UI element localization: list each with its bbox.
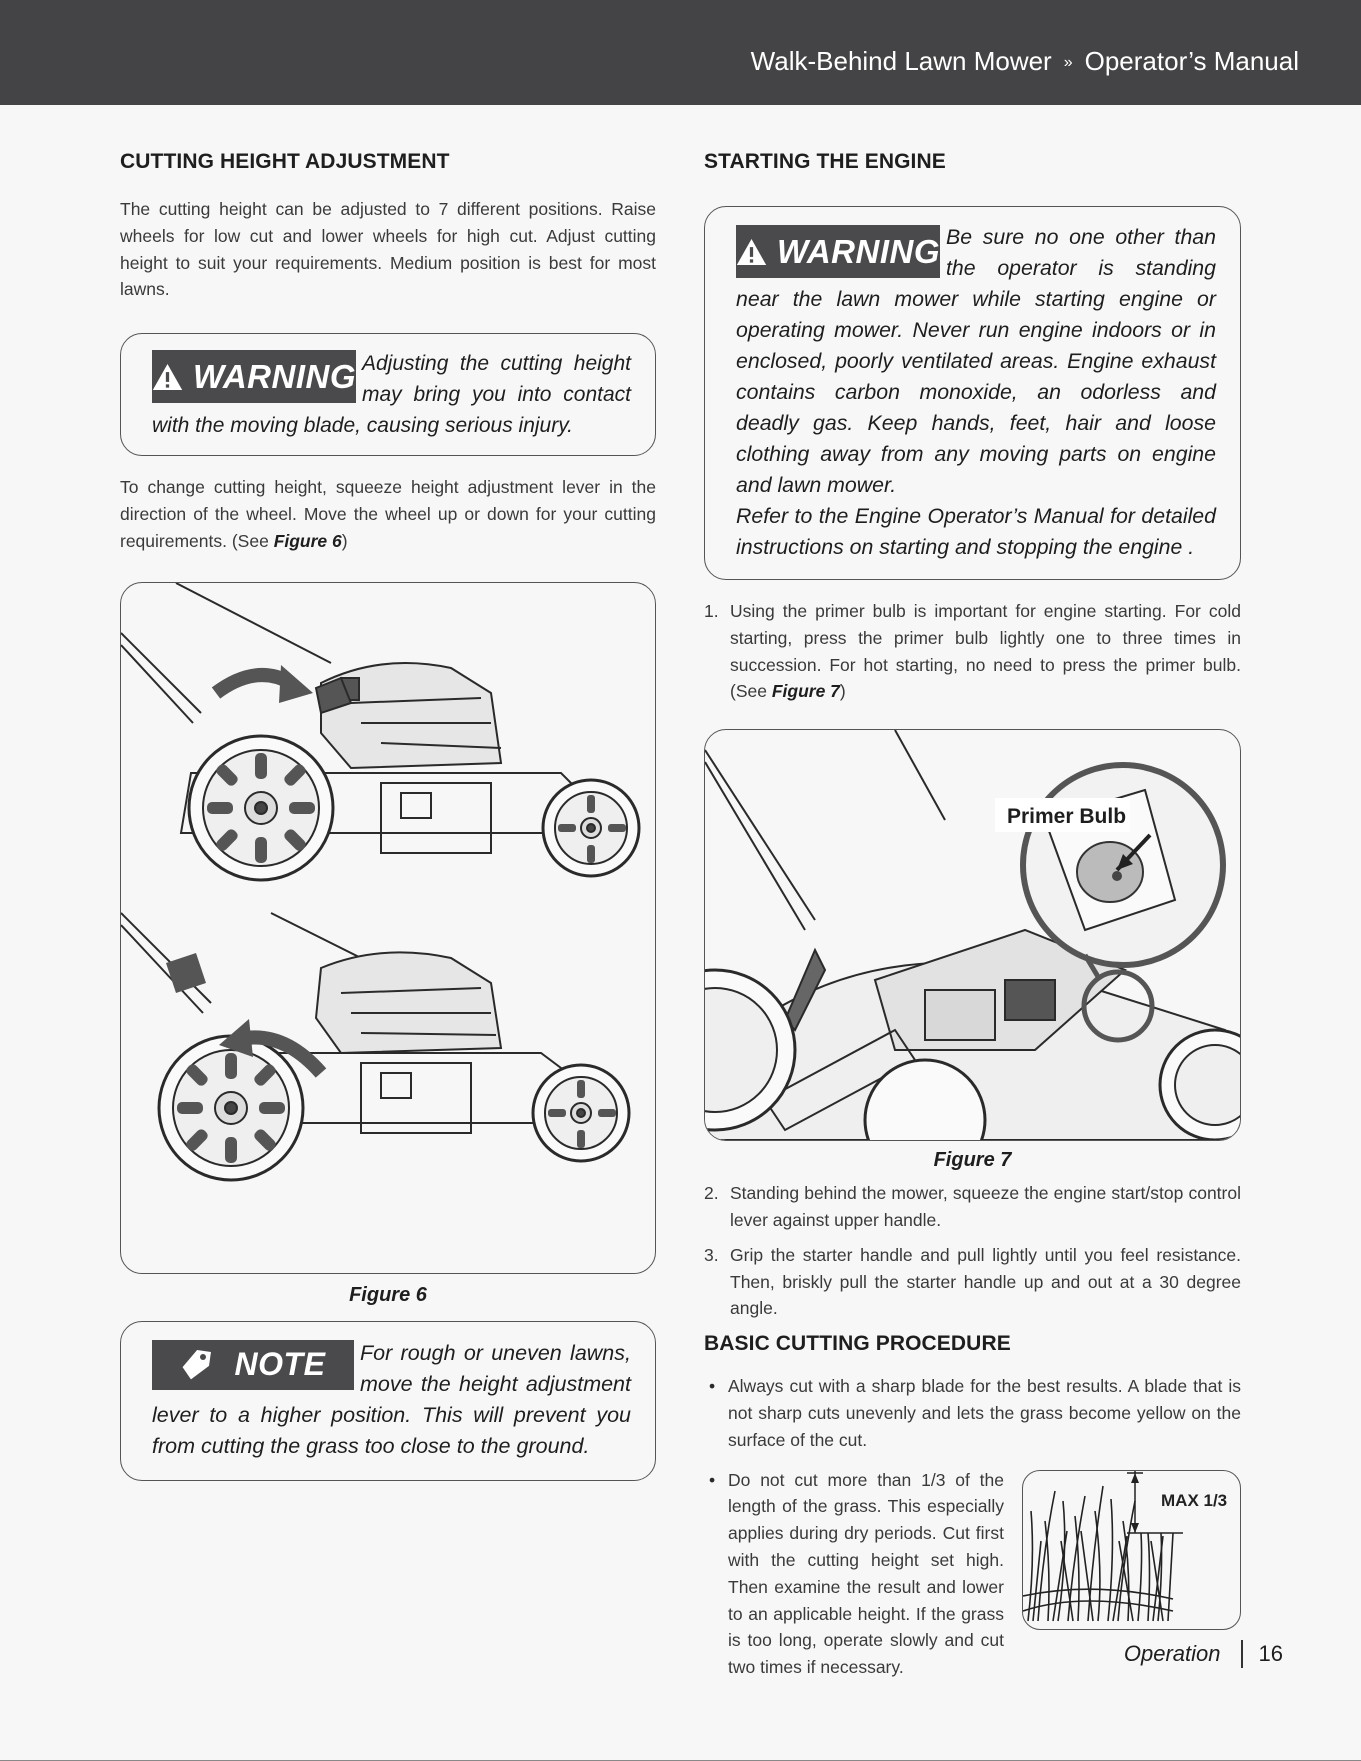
page-footer	[1124, 1640, 1283, 1668]
bullet-sharp-blade: • Always cut with a sharp blade for the best results. A blade that is not sharp cuts unevenly and lets the grass become yellow on the surface of the cut.	[704, 1373, 1241, 1453]
cutting-height-heading: CUTTING HEIGHT ADJUSTMENT	[120, 150, 450, 173]
engine-warning-badge-label: WARNING	[777, 232, 940, 270]
change-height-close: )	[341, 530, 348, 551]
cutting-height-warning	[120, 333, 656, 456]
header-product: Walk-Behind Lawn Mower	[750, 46, 1052, 76]
right-column	[704, 150, 1241, 1681]
warning-badge	[152, 350, 356, 403]
grass-illustration	[1023, 1471, 1240, 1629]
note-badge-label: NOTE	[234, 1346, 326, 1383]
header-bar	[0, 0, 1361, 105]
engine-warning-badge	[736, 225, 940, 278]
figure-7-image	[704, 729, 1241, 1141]
cutting-height-intro: The cutting height can be adjusted to 7 different positions. Raise wheels for low cut and lower wheels for high cut. Adjust cutting height to suit your requirements. Medium position is best for most lawns.	[120, 199, 656, 300]
header-separator: »	[1063, 54, 1073, 71]
step-3	[704, 1242, 1241, 1322]
step-3-text: Grip the starter handle and pull lightly until you feel resistance. Then, briskly pull the starter handle up and out at a 30 degree angle.	[730, 1244, 1241, 1319]
warning-triangle-icon	[736, 235, 767, 269]
step-1-number: 1.	[704, 601, 719, 621]
step-2	[704, 1180, 1241, 1234]
change-height-paragraph	[120, 474, 656, 554]
figure-6-caption: Figure 6	[349, 1283, 427, 1306]
step-1-text: Using the primer bulb is important for engine starting. For cold starting, press the primer bulb lightly one to three times in succession. For hot starting, no need to press the primer bulb. (See	[730, 601, 1241, 702]
starting-steps	[704, 598, 1241, 705]
figure-6-reference: Figure 6	[273, 530, 342, 551]
starting-engine-warning	[704, 206, 1241, 580]
figure-7-caption: Figure 7	[933, 1149, 1012, 1172]
header-manual: Operator’s Manual	[1084, 46, 1299, 76]
change-height-text: To change cutting height, squeeze height adjustment lever in the direction of the wheel. Move the wheel up or down for your cutting requirements. (See	[120, 477, 656, 551]
step-2-text: Standing behind the mower, squeeze the engine start/stop control lever against upper handle.	[730, 1183, 1241, 1230]
step-3-number: 3.	[704, 1244, 719, 1265]
warning-badge-label: WARNING	[193, 357, 356, 395]
starting-engine-heading: STARTING THE ENGINE	[704, 150, 946, 173]
mower-height-illustration	[121, 583, 655, 1273]
basic-cutting-heading: BASIC CUTTING PROCEDURE	[704, 1332, 1011, 1356]
footer-section: Operation	[1123, 1641, 1221, 1666]
step-1-close: )	[839, 681, 846, 702]
left-column	[120, 150, 656, 1481]
page-number: 16	[1258, 1641, 1283, 1666]
figure-6-image	[120, 582, 656, 1274]
footer-divider	[1241, 1640, 1243, 1668]
bullet-one-third: • Do not cut more than 1/3 of the length of the grass. This especially applies during dry periods. Cut first with the cutting height set high. Then examine the result and lower to an applicable height. If the grass is too long, operate slowly and cut two times if necessary.	[704, 1467, 1004, 1681]
warning-text: Adjusting the cutting height may bring you into contact with the moving blade, causing serious injury.	[152, 352, 631, 438]
engine-manual-reference: Refer to the Engine Operator’s Manual for detailed instructions on starting and stopping the engine .	[736, 504, 1216, 559]
starting-steps-continued	[704, 1180, 1241, 1322]
figure-7-reference: Figure 7	[771, 681, 840, 702]
note-badge	[152, 1340, 354, 1390]
warning-triangle-icon	[152, 360, 183, 394]
primer-bulb-label: Primer Bulb	[1007, 805, 1127, 829]
grass-height-image	[1022, 1470, 1241, 1630]
engine-warning-text: Be sure no one other than the operator is standing near the lawn mower while starting engine or operating mower. Never run engine indoors or in enclosed, poorly ventilated areas. Engine exhaust contains carbon monoxide, an odorless and deadly gas. Keep hands, feet, hair and loose clothing away from any moving parts on engine and lawn mower.	[736, 225, 1216, 497]
header-title	[751, 46, 1299, 77]
rough-lawn-note	[120, 1321, 656, 1481]
max-one-third-label: MAX 1/3	[1161, 1491, 1228, 1510]
step-1	[704, 598, 1241, 705]
note-text: For rough or uneven lawns, move the height adjustment lever to a higher position. This will prevent you from cutting the grass too close to the ground.	[152, 1340, 631, 1458]
tag-icon	[181, 1349, 211, 1381]
primer-bulb-illustration	[705, 730, 1240, 1140]
step-2-number: 2.	[704, 1183, 719, 1204]
